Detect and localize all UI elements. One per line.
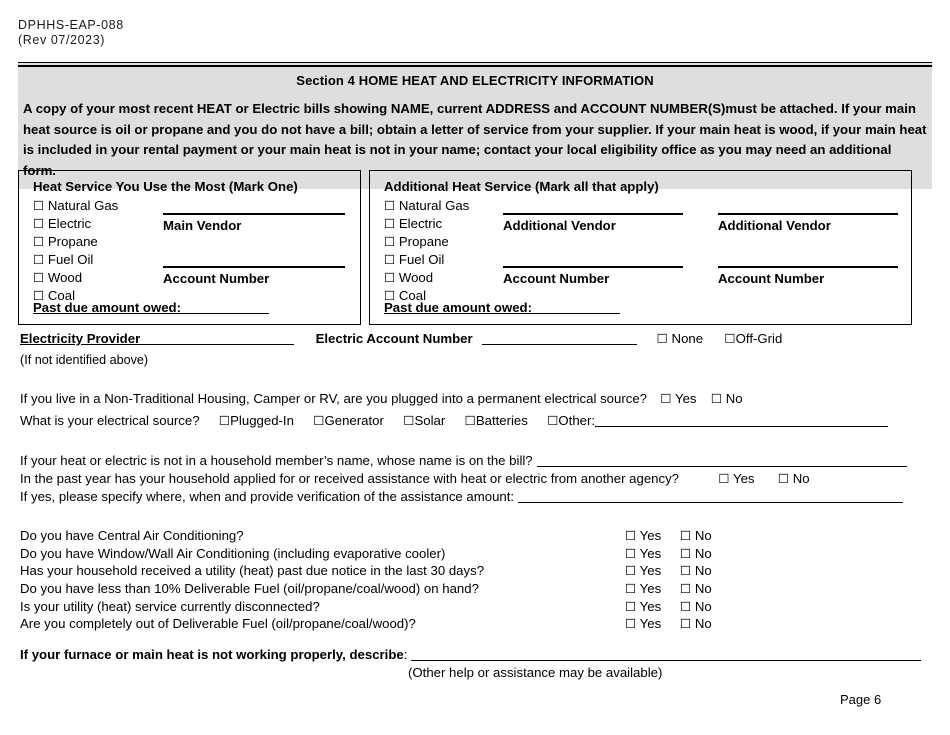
other-label: Other: bbox=[558, 413, 596, 428]
checkbox-icon[interactable]: ☐ bbox=[718, 471, 730, 486]
whose-name-input-line[interactable] bbox=[537, 466, 907, 467]
checklist-no-option[interactable] bbox=[680, 528, 712, 543]
electric-account-number-label: Electric Account Number bbox=[315, 331, 473, 346]
page-number: Page 6 bbox=[840, 692, 882, 707]
no-label: No bbox=[694, 598, 712, 614]
no-label: No bbox=[694, 528, 712, 543]
checkbox-icon[interactable]: ☐ bbox=[680, 581, 692, 597]
nontraditional-no-option[interactable] bbox=[711, 391, 743, 406]
form-revision: (Rev 07/2023) bbox=[18, 33, 106, 47]
additional-heat-option-wood[interactable] bbox=[384, 269, 469, 287]
if-yes-input-line[interactable] bbox=[518, 502, 903, 503]
checkbox-icon[interactable]: ☐ bbox=[384, 288, 396, 303]
electrical-source-option-batteries[interactable] bbox=[465, 413, 528, 428]
checklist-yes-option[interactable] bbox=[625, 528, 661, 543]
checklist-question: Do you have Window/Wall Air Conditioning (including evaporative cooler) bbox=[20, 545, 446, 561]
checkbox-icon[interactable]: ☐ bbox=[33, 252, 45, 267]
nontraditional-yes-option[interactable] bbox=[660, 391, 696, 406]
main-heat-option-propane[interactable] bbox=[33, 233, 118, 251]
electric-account-number-input-line[interactable] bbox=[482, 344, 637, 345]
additional-heat-service-box bbox=[369, 170, 912, 325]
checkbox-icon[interactable]: ☐ bbox=[680, 598, 692, 614]
no-label: No bbox=[792, 471, 810, 486]
checkbox-icon[interactable]: ☐ bbox=[33, 198, 45, 213]
checkbox-icon[interactable]: ☐ bbox=[384, 198, 396, 213]
checkbox-icon[interactable]: ☐ bbox=[724, 331, 736, 346]
option-label: Propane bbox=[47, 234, 98, 249]
no-label: No bbox=[694, 563, 712, 579]
main-past-due-field[interactable] bbox=[33, 300, 269, 315]
checkbox-icon[interactable]: ☐ bbox=[384, 234, 396, 249]
main-heat-option-electric[interactable] bbox=[33, 215, 118, 233]
option-label: Wood bbox=[398, 270, 434, 285]
checklist-yes-option[interactable] bbox=[625, 616, 661, 631]
no-label: No bbox=[725, 391, 743, 406]
checkbox-icon[interactable]: ☐ bbox=[547, 413, 559, 428]
additional-heat-option-list bbox=[384, 197, 469, 305]
other-agency-question: In the past year has your household applied for or received assistance with heat or electric from another agency? bbox=[20, 471, 680, 486]
checklist-question: Has your household received a utility (heat) past due notice in the last 30 days? bbox=[20, 563, 485, 579]
additional-account-label-2: Account Number bbox=[718, 271, 825, 286]
electrical-source-option-solar[interactable] bbox=[403, 413, 445, 428]
checklist-no-option[interactable] bbox=[680, 546, 712, 561]
main-heat-option-natural-gas[interactable] bbox=[33, 197, 118, 215]
checkbox-icon[interactable]: ☐ bbox=[33, 234, 45, 249]
no-label: No bbox=[694, 545, 712, 561]
checkbox-icon[interactable]: ☐ bbox=[625, 528, 637, 543]
checkbox-icon[interactable]: ☐ bbox=[33, 288, 45, 303]
option-label: Electric bbox=[47, 216, 92, 231]
checkbox-icon[interactable]: ☐ bbox=[680, 528, 692, 543]
checkbox-icon[interactable]: ☐ bbox=[33, 270, 45, 285]
checklist-yes-option[interactable] bbox=[625, 563, 661, 578]
additional-heat-option-fuel-oil[interactable] bbox=[384, 251, 469, 269]
yes-label: Yes bbox=[675, 391, 697, 406]
checkbox-icon[interactable]: ☐ bbox=[777, 471, 790, 486]
option-label: Fuel Oil bbox=[47, 252, 94, 267]
yes-label: Yes bbox=[639, 598, 662, 614]
yes-label: Yes bbox=[639, 528, 662, 543]
form-number: DPHHS-EAP-088 bbox=[18, 18, 124, 32]
checklist-no-option[interactable] bbox=[680, 581, 712, 596]
other-agency-no-option[interactable] bbox=[778, 471, 810, 486]
additional-heat-option-electric[interactable] bbox=[384, 215, 469, 233]
option-label: Plugged-In bbox=[230, 413, 294, 428]
additional-vendor-field-1[interactable] bbox=[503, 213, 683, 233]
checkbox-icon[interactable]: ☐ bbox=[656, 331, 668, 346]
if-yes-row bbox=[20, 489, 903, 504]
checkbox-icon[interactable]: ☐ bbox=[384, 252, 396, 267]
electricity-none-option[interactable] bbox=[657, 331, 703, 346]
furnace-description-input-line[interactable] bbox=[411, 660, 921, 661]
checkbox-icon[interactable]: ☐ bbox=[464, 413, 476, 428]
electrical-source-option-plugged-in[interactable] bbox=[219, 413, 294, 428]
main-past-due-input-line[interactable] bbox=[181, 313, 269, 314]
yes-label: Yes bbox=[639, 616, 662, 632]
main-heat-box-title: Heat Service You Use the Most (Mark One) bbox=[33, 179, 298, 194]
option-label: Generator bbox=[324, 413, 384, 428]
electrical-source-option-generator[interactable] bbox=[313, 413, 384, 428]
checklist-question: Are you completely out of Deliverable Fuel (oil/propane/coal/wood)? bbox=[20, 616, 416, 632]
electrical-source-row bbox=[20, 413, 888, 428]
electrical-source-question: What is your electrical source? bbox=[20, 413, 200, 428]
option-label: Electric bbox=[398, 216, 443, 231]
yes-label: Yes bbox=[639, 563, 662, 579]
checkbox-icon[interactable]: ☐ bbox=[625, 545, 637, 561]
option-label: Fuel Oil bbox=[398, 252, 445, 267]
checkbox-icon[interactable]: ☐ bbox=[403, 413, 415, 428]
yes-label: Yes bbox=[733, 471, 755, 486]
checkbox-icon[interactable]: ☐ bbox=[625, 598, 637, 614]
offgrid-label: Off-Grid bbox=[735, 331, 783, 346]
document-identifier bbox=[18, 18, 124, 48]
option-label: Coal bbox=[47, 288, 76, 303]
electricity-provider-label: Electricity Provider bbox=[20, 331, 141, 346]
option-label: Batteries bbox=[475, 413, 528, 428]
furnace-description-note: (Other help or assistance may be available) bbox=[408, 665, 663, 680]
checklist-yes-option[interactable] bbox=[625, 546, 661, 561]
electricity-provider-row bbox=[20, 331, 782, 346]
additional-vendor-label-2: Additional Vendor bbox=[718, 218, 831, 233]
checklist-no-option[interactable] bbox=[680, 599, 712, 614]
furnace-colon: : bbox=[403, 647, 408, 662]
furnace-description-row bbox=[20, 647, 921, 662]
main-account-number-field[interactable] bbox=[163, 266, 345, 286]
if-yes-question: If yes, please specify where, when and provide verification of the assistance amount: bbox=[20, 489, 515, 504]
checkbox-icon[interactable]: ☐ bbox=[218, 413, 231, 428]
electricity-offgrid-option[interactable] bbox=[724, 331, 782, 346]
other-agency-row bbox=[20, 471, 810, 486]
main-vendor-field[interactable] bbox=[163, 213, 345, 233]
electrical-source-option-other[interactable] bbox=[547, 413, 595, 428]
checkbox-icon[interactable]: ☐ bbox=[625, 581, 637, 597]
nontraditional-housing-row bbox=[20, 391, 743, 406]
additional-heat-option-propane[interactable] bbox=[384, 233, 469, 251]
checkbox-icon[interactable]: ☐ bbox=[625, 563, 637, 579]
checklist-no-option[interactable] bbox=[680, 563, 712, 578]
checklist-question: Do you have Central Air Conditioning? bbox=[20, 528, 244, 543]
additional-past-due-input-line[interactable] bbox=[532, 313, 620, 314]
checkbox-icon[interactable]: ☐ bbox=[680, 563, 692, 579]
main-heat-option-list bbox=[33, 197, 118, 305]
electrical-source-other-input-line[interactable] bbox=[595, 426, 888, 427]
option-label: Natural Gas bbox=[47, 198, 119, 213]
section-notice-text: A copy of your most recent HEAT or Electric bills showing NAME, current ADDRESS and ACCOUNT NUMBER(S)must be attached. If your main heat source is oil or propane and you do not have a bill; obtain a letter of service from your supplier. If your main heat is wood, if your main heat is included in your rental payment or your main heat is not in your name; contact your local eligibility office as you may need an additional form. bbox=[23, 101, 927, 178]
additional-heat-option-natural-gas[interactable] bbox=[384, 197, 469, 215]
checkbox-icon[interactable]: ☐ bbox=[660, 391, 672, 406]
checkbox-icon[interactable]: ☐ bbox=[710, 391, 723, 406]
section-title: Section 4 HOME HEAT AND ELECTRICITY INFORMATION bbox=[296, 73, 654, 88]
checkbox-icon[interactable]: ☐ bbox=[384, 270, 396, 285]
main-past-due-label: Past due amount owed: bbox=[33, 300, 182, 315]
additional-account-label-1: Account Number bbox=[503, 271, 610, 286]
none-label: None bbox=[671, 331, 704, 346]
additional-account-field-2[interactable] bbox=[718, 266, 898, 286]
additional-past-due-label: Past due amount owed: bbox=[384, 300, 533, 315]
checkbox-icon[interactable]: ☐ bbox=[680, 616, 692, 632]
checklist-yes-option[interactable] bbox=[625, 599, 661, 614]
nontraditional-question: If you live in a Non-Traditional Housing, Camper or RV, are you plugged into a permanent electrical source? bbox=[20, 391, 647, 406]
checklist-yes-option[interactable] bbox=[625, 581, 661, 596]
checklist-question: Do you have less than 10% Deliverable Fuel (oil/propane/coal/wood) on hand? bbox=[20, 581, 479, 597]
no-label: No bbox=[694, 581, 712, 597]
main-vendor-label: Main Vendor bbox=[163, 218, 242, 233]
checklist-no-option[interactable] bbox=[680, 616, 712, 631]
main-heat-option-wood[interactable] bbox=[33, 269, 118, 287]
checklist-question: Is your utility (heat) service currently disconnected? bbox=[20, 598, 320, 614]
checkbox-icon[interactable]: ☐ bbox=[625, 616, 637, 632]
option-label: Propane bbox=[398, 234, 449, 249]
electricity-provider-input-line[interactable] bbox=[140, 344, 294, 345]
additional-account-field-1[interactable] bbox=[503, 266, 683, 286]
additional-vendor-label-1: Additional Vendor bbox=[503, 218, 616, 233]
no-label: No bbox=[694, 616, 712, 632]
option-label: Solar bbox=[414, 413, 446, 428]
option-label: Natural Gas bbox=[398, 198, 470, 213]
yes-label: Yes bbox=[639, 581, 662, 597]
additional-past-due-field[interactable] bbox=[384, 300, 620, 315]
main-heat-service-box bbox=[18, 170, 361, 325]
additional-heat-box-title: Additional Heat Service (Mark all that apply) bbox=[384, 179, 659, 194]
option-label: Wood bbox=[47, 270, 83, 285]
checkbox-icon[interactable]: ☐ bbox=[680, 545, 692, 561]
whose-name-row bbox=[20, 453, 907, 468]
additional-vendor-field-2[interactable] bbox=[718, 213, 898, 233]
main-heat-option-fuel-oil[interactable] bbox=[33, 251, 118, 269]
other-agency-yes-option[interactable] bbox=[718, 471, 754, 486]
whose-name-question: If your heat or electric is not in a household member’s name, whose name is on the bill? bbox=[20, 453, 533, 468]
checkbox-icon[interactable]: ☐ bbox=[384, 216, 396, 231]
checkbox-icon[interactable]: ☐ bbox=[33, 216, 45, 231]
furnace-description-label: If your furnace or main heat is not working properly, describe bbox=[20, 647, 404, 662]
main-account-label: Account Number bbox=[163, 271, 270, 286]
option-label: Coal bbox=[398, 288, 427, 303]
electricity-provider-note: (If not identified above) bbox=[20, 353, 149, 367]
yes-label: Yes bbox=[639, 545, 662, 561]
checkbox-icon[interactable]: ☐ bbox=[313, 413, 325, 428]
